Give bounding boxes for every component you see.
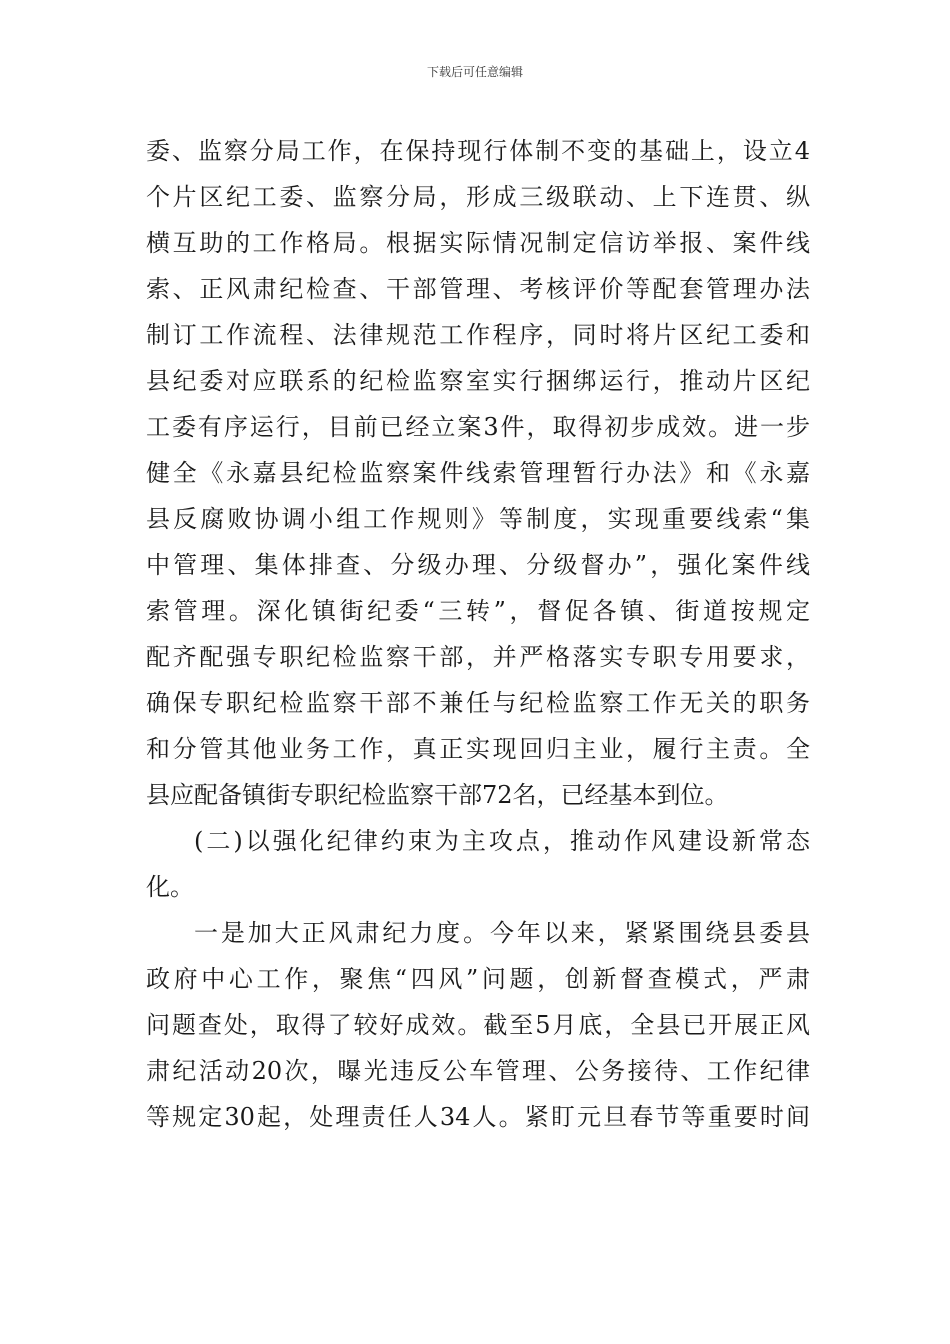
text-line: 和分管其他业务工作，真正实现回归主业，履行主责。全 bbox=[146, 735, 810, 763]
section-heading-end-line: 化。 bbox=[146, 873, 194, 901]
text-line: 问题查处，取得了较好成效。截至5月底，全县已开展正风 bbox=[146, 1011, 810, 1039]
text-line: 等规定30起，处理责任人34人。紧盯元旦春节等重要时间 bbox=[146, 1103, 810, 1131]
text-line: 县反腐败协调小组工作规则》等制度，实现重要线索“集 bbox=[146, 505, 810, 533]
text-line: 横互助的工作格局。根据实际情况制定信访举报、案件线 bbox=[146, 229, 810, 257]
text-line: 索、正风肃纪检查、干部管理、考核评价等配套管理办法 bbox=[146, 275, 810, 303]
text-line: 县纪委对应联系的纪检监察室实行捆绑运行，推动片区纪 bbox=[146, 367, 810, 395]
text-line: 委、监察分局工作，在保持现行体制不变的基础上，设立4 bbox=[146, 137, 810, 165]
text-line: 确保专职纪检监察干部不兼任与纪检监察工作无关的职务 bbox=[146, 689, 810, 717]
document-body bbox=[146, 128, 810, 1140]
text-line: 配齐配强专职纪检监察干部，并严格落实专职专用要求， bbox=[146, 643, 810, 671]
text-line: 索管理。深化镇街纪委“三转”，督促各镇、街道按规定 bbox=[146, 597, 810, 625]
paragraph-start-line: 一是加大正风肃纪力度。今年以来，紧紧围绕县委县 bbox=[194, 919, 810, 947]
text-line: 中管理、集体排查、分级办理、分级督办”，强化案件线 bbox=[146, 551, 810, 579]
text-line: 工委有序运行，目前已经立案3件，取得初步成效。进一步 bbox=[146, 413, 810, 441]
text-line: 个片区纪工委、监察分局，形成三级联动、上下连贯、纵 bbox=[146, 183, 810, 211]
text-line: 制订工作流程、法律规范工作程序，同时将片区纪工委和 bbox=[146, 321, 810, 349]
paragraph-end-line: 县应配备镇街专职纪检监察干部72名，已经基本到位。 bbox=[146, 781, 729, 809]
download-note: 下载后可任意编辑 bbox=[426, 65, 523, 79]
text-line: 健全《永嘉县纪检监察案件线索管理暂行办法》和《永嘉 bbox=[146, 459, 810, 487]
section-heading-line: (二)以强化纪律约束为主攻点，推动作风建设新常态 bbox=[194, 827, 810, 855]
text-line: 肃纪活动20次，曝光违反公车管理、公务接待、工作纪律 bbox=[146, 1057, 810, 1085]
text-line: 政府中心工作，聚焦“四风”问题，创新督查模式，严肃 bbox=[146, 965, 810, 993]
